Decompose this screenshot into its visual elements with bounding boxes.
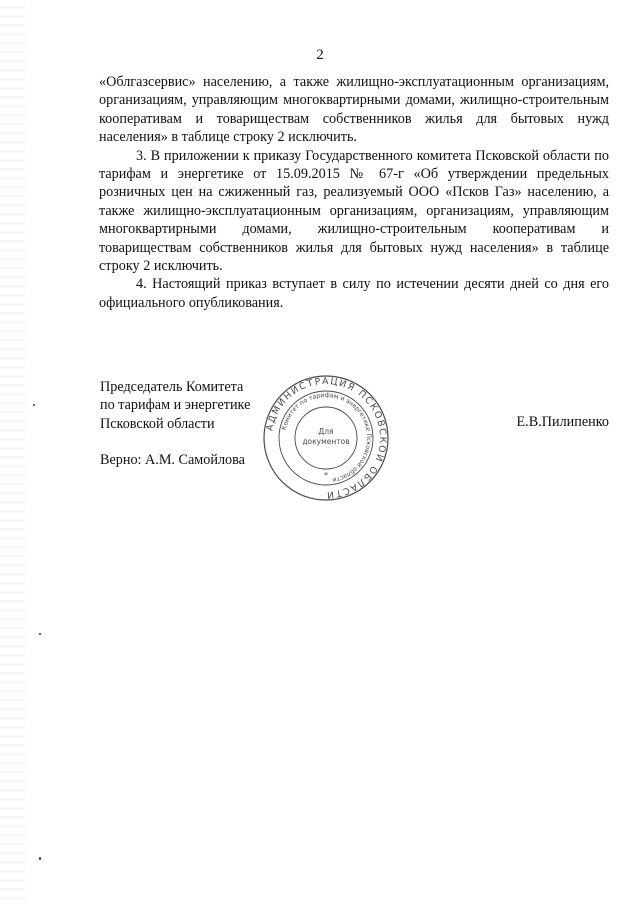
scan-speck: [33, 404, 35, 406]
scan-speck: [39, 857, 41, 860]
seal-center-line-2: документов: [302, 437, 350, 446]
signatory-title: [100, 378, 250, 433]
seal-inner-text: Комитет по тарифам и энергетике Псковской области: [280, 391, 373, 484]
seal-outer-text: АДМИНИСТРАЦИЯ ПСКОВСКОЙ ОБЛАСТИ: [264, 375, 389, 501]
certified-copy-note: Верно: А.М. Самойлова: [100, 452, 245, 468]
seal-star-icon: *: [324, 471, 328, 480]
paragraph-4: 4. Настоящий приказ вступает в силу по истечении десяти дней со дня его официального опубликования.: [99, 276, 609, 311]
document-body: [99, 73, 609, 312]
signatory-title-line: Псковской области: [100, 415, 215, 432]
official-seal-stamp: [262, 374, 390, 502]
seal-center-line-1: Для: [318, 427, 334, 436]
scan-speck: [39, 633, 41, 635]
signatory-name: Е.В.Пилипенко: [516, 414, 609, 430]
signatory-title-line: по тарифам и энергетике: [100, 397, 251, 414]
paragraph-continuation: «Облгазсервис» населению, а также жилищно-эксплуатационным организациям, организациям, управляющим многоквартирными домами, жилищно-строительным кооперативам и товариществам собственников жилья для бытовых нужд населения» в таблице строку 2 исключить.: [99, 74, 609, 146]
signatory-title-line: Председатель Комитета: [100, 379, 244, 395]
seal-svg: [262, 374, 390, 502]
paragraph-3: 3. В приложении к приказу Государственного комитета Псковской области по тарифам и энергетике от 15.09.2015 № 67-г «Об утверждении предельных розничных цен на сжиженный газ, реализуемый ООО «Псков Газ» населению, а также жилищно-эксплуатационным организациям, организациям, управляющим многоквартирными домами, жилищно-строительным кооперативам и товариществам собственников жилья для бытовых нужд населения» в таблице строку 2 исключить.: [99, 147, 609, 275]
scan-edge-artifact: [0, 0, 26, 905]
page-number: 2: [316, 47, 324, 63]
